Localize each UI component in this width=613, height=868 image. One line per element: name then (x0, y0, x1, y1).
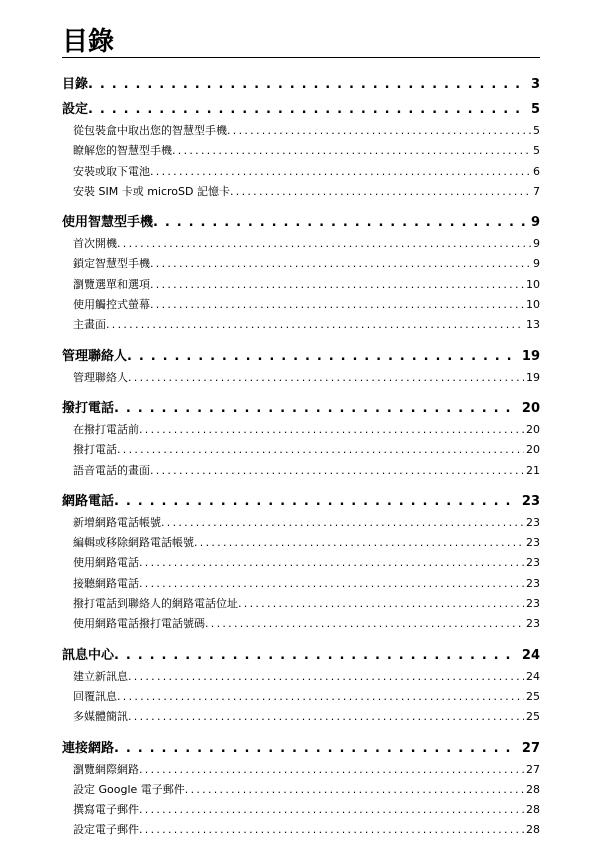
toc-subentry-title: 首次開機 (73, 237, 117, 251)
toc-subentry[interactable] (62, 594, 540, 614)
toc-page-number: 23 (526, 536, 540, 550)
toc-subentry-title: 在撥打電話前 (73, 422, 139, 436)
dot-leader (128, 667, 524, 687)
toc-page-number: 27 (526, 762, 540, 776)
toc-page-number: 28 (526, 823, 540, 837)
toc-page-number: 24 (521, 647, 540, 663)
toc-chapter-title: 設定 (62, 102, 89, 117)
toc-page-number: 19 (526, 370, 540, 384)
toc-subentry[interactable] (62, 800, 540, 820)
toc-subentry-title: 管理聯絡人 (73, 370, 128, 384)
toc-subentry-title: 撰寫電子郵件 (73, 803, 139, 817)
section-gap (62, 841, 540, 848)
dot-leader (106, 315, 524, 335)
dot-leader (161, 513, 524, 533)
toc-subentry[interactable] (62, 707, 540, 727)
toc-page-number: 23 (526, 597, 540, 611)
toc-subentry[interactable] (62, 121, 540, 141)
dot-leader (238, 594, 524, 614)
dot-leader (139, 574, 524, 594)
toc-chapter-title: 使用智慧型手機 (62, 215, 154, 231)
toc-section (62, 212, 540, 342)
toc-subentry-title: 編輯或移除網路電話帳號 (73, 536, 194, 550)
dot-leader (172, 141, 531, 161)
toc-page-number: 5 (533, 124, 540, 137)
toc-subentry-title: 瀏覽選單和選項 (73, 277, 150, 291)
toc-chapter-entry[interactable] (62, 645, 540, 667)
toc-subentry[interactable] (62, 315, 540, 335)
toc-chapter-title: 管理聯絡人 (62, 348, 128, 364)
toc-subentry[interactable] (62, 667, 540, 687)
toc-page-number: 9 (530, 215, 540, 231)
toc-page-number: 20 (521, 400, 540, 416)
toc-subentry-title: 回覆訊息 (73, 689, 117, 703)
toc-page-number: 20 (526, 422, 540, 436)
dot-leader (128, 368, 524, 388)
dot-leader (114, 398, 518, 420)
toc-page-number: 9 (533, 237, 540, 251)
toc-subentry[interactable] (62, 533, 540, 553)
toc-subentry[interactable] (62, 182, 540, 202)
dot-leader (139, 553, 524, 573)
section-gap (62, 202, 540, 209)
dot-leader (230, 182, 531, 202)
toc-subentry-title: 瞭解您的智慧型手機 (73, 144, 172, 158)
dot-leader (194, 533, 524, 553)
toc-subentry[interactable] (62, 295, 540, 315)
toc-subentry-title: 安裝 SIM 卡或 microSD 記憶卡 (73, 184, 230, 198)
toc-section (62, 645, 540, 735)
toc-page-number: 7 (533, 184, 540, 198)
toc-subentry[interactable] (62, 760, 540, 780)
toc-chapter-entry[interactable] (62, 398, 540, 420)
dot-leader (117, 687, 524, 707)
toc-page-number: 23 (526, 556, 540, 570)
toc-subentry[interactable] (62, 368, 540, 388)
section-gap (62, 481, 540, 488)
dot-leader (114, 738, 518, 760)
toc-subentry[interactable] (62, 141, 540, 161)
toc-subentry[interactable] (62, 614, 540, 634)
dot-leader (114, 491, 518, 513)
toc-subentry[interactable] (62, 420, 540, 440)
toc-subentry-title: 新增網路電話帳號 (73, 515, 161, 529)
toc-chapter-title: 訊息中心 (62, 647, 115, 663)
toc-page-number: 21 (526, 463, 540, 477)
table-of-contents (62, 74, 540, 851)
dot-leader (117, 440, 524, 460)
dot-leader (139, 760, 524, 780)
dot-leader (185, 780, 524, 800)
toc-page-number: 20 (526, 443, 540, 457)
toc-subentry-title: 設定 Google 電子郵件 (73, 782, 185, 796)
toc-subentry-title: 多媒體簡訊 (73, 710, 128, 724)
toc-subentry[interactable] (62, 780, 540, 800)
dot-leader (150, 254, 531, 274)
toc-page-number: 28 (526, 803, 540, 817)
toc-chapter-entry[interactable] (62, 74, 540, 96)
toc-subentry-title: 安裝或取下電池 (73, 164, 150, 178)
toc-chapter-entry[interactable] (62, 491, 540, 513)
toc-subentry[interactable] (62, 234, 540, 254)
toc-page-number: 3 (530, 77, 540, 92)
dot-leader (117, 234, 531, 254)
toc-subentry[interactable] (62, 461, 540, 481)
dot-leader (150, 295, 524, 315)
toc-page-number: 9 (533, 257, 540, 271)
dot-leader (88, 99, 527, 121)
toc-page-number: 23 (526, 617, 540, 631)
dot-leader (227, 121, 531, 141)
dot-leader (205, 614, 524, 634)
toc-subentry-title: 從包裝盒中取出您的智慧型手機 (73, 124, 227, 137)
toc-subentry[interactable] (62, 513, 540, 533)
toc-page-number: 10 (526, 277, 540, 291)
toc-subentry[interactable] (62, 275, 540, 295)
toc-page-number: 23 (526, 576, 540, 590)
toc-section (62, 738, 540, 848)
toc-chapter-entry[interactable] (62, 212, 540, 234)
page-title: 目錄 (62, 27, 115, 57)
toc-subentry-title: 使用觸控式螢幕 (73, 298, 150, 312)
toc-subentry-title: 主畫面 (73, 318, 106, 332)
toc-subentry-title: 使用網路電話撥打電話號碼 (73, 617, 205, 631)
toc-page-number: 23 (526, 515, 540, 529)
section-gap (62, 388, 540, 395)
toc-chapter-title: 網路電話 (62, 493, 115, 509)
section-gap (62, 336, 540, 343)
dot-leader (150, 275, 524, 295)
toc-subentry[interactable] (62, 574, 540, 594)
section-gap (62, 728, 540, 735)
dot-leader (139, 800, 524, 820)
dot-leader (139, 820, 524, 840)
toc-subentry[interactable] (62, 553, 540, 573)
toc-section (62, 398, 540, 488)
toc-page-number: 28 (526, 782, 540, 796)
section-gap (62, 635, 540, 642)
toc-page-number: 10 (526, 298, 540, 312)
toc-section (62, 99, 540, 209)
dot-leader (88, 74, 527, 96)
toc-page-number: 13 (526, 318, 540, 332)
toc-subentry[interactable] (62, 440, 540, 460)
toc-chapter-title: 撥打電話 (62, 400, 115, 416)
toc-subentry[interactable] (62, 254, 540, 274)
toc-subentry[interactable] (62, 820, 540, 840)
toc-section (62, 346, 540, 395)
title-rule (62, 57, 540, 58)
dot-leader (150, 461, 524, 481)
toc-page-number: 5 (533, 144, 540, 158)
toc-page-number: 25 (526, 710, 540, 724)
toc-page-number: 6 (533, 164, 540, 178)
toc-subentry-title: 設定電子郵件 (73, 823, 139, 837)
toc-section (62, 491, 540, 642)
toc-chapter-entry[interactable] (62, 738, 540, 760)
toc-subentry-title: 接聽網路電話 (73, 576, 139, 590)
dot-leader (127, 346, 518, 368)
dot-leader (153, 212, 527, 234)
dot-leader (139, 420, 524, 440)
toc-subentry-title: 瀏覽網際網路 (73, 762, 139, 776)
toc-page-number: 27 (521, 740, 540, 756)
toc-subentry-title: 建立新訊息 (73, 669, 128, 683)
toc-page-number: 19 (521, 348, 540, 364)
toc-page-number: 23 (521, 493, 540, 509)
dot-leader (150, 162, 531, 182)
dot-leader (128, 707, 524, 727)
toc-subentry[interactable] (62, 687, 540, 707)
toc-section (62, 74, 540, 96)
toc-subentry-title: 語音電話的畫面 (73, 463, 150, 477)
toc-subentry-title: 使用網路電話 (73, 556, 139, 570)
dot-leader (114, 645, 518, 667)
toc-subentry-title: 鎖定智慧型手機 (73, 257, 150, 271)
toc-chapter-title: 連接網路 (62, 740, 115, 756)
toc-page-number: 24 (526, 669, 540, 683)
toc-subentry-title: 撥打電話 (73, 443, 117, 457)
toc-chapter-title: 目錄 (62, 77, 89, 92)
toc-page-number: 5 (530, 102, 540, 117)
toc-page-number: 25 (526, 689, 540, 703)
toc-subentry-title: 撥打電話到聯絡人的網路電話位址 (73, 597, 238, 611)
toc-chapter-entry[interactable] (62, 99, 540, 121)
toc-chapter-entry[interactable] (62, 346, 540, 368)
toc-subentry[interactable] (62, 162, 540, 182)
